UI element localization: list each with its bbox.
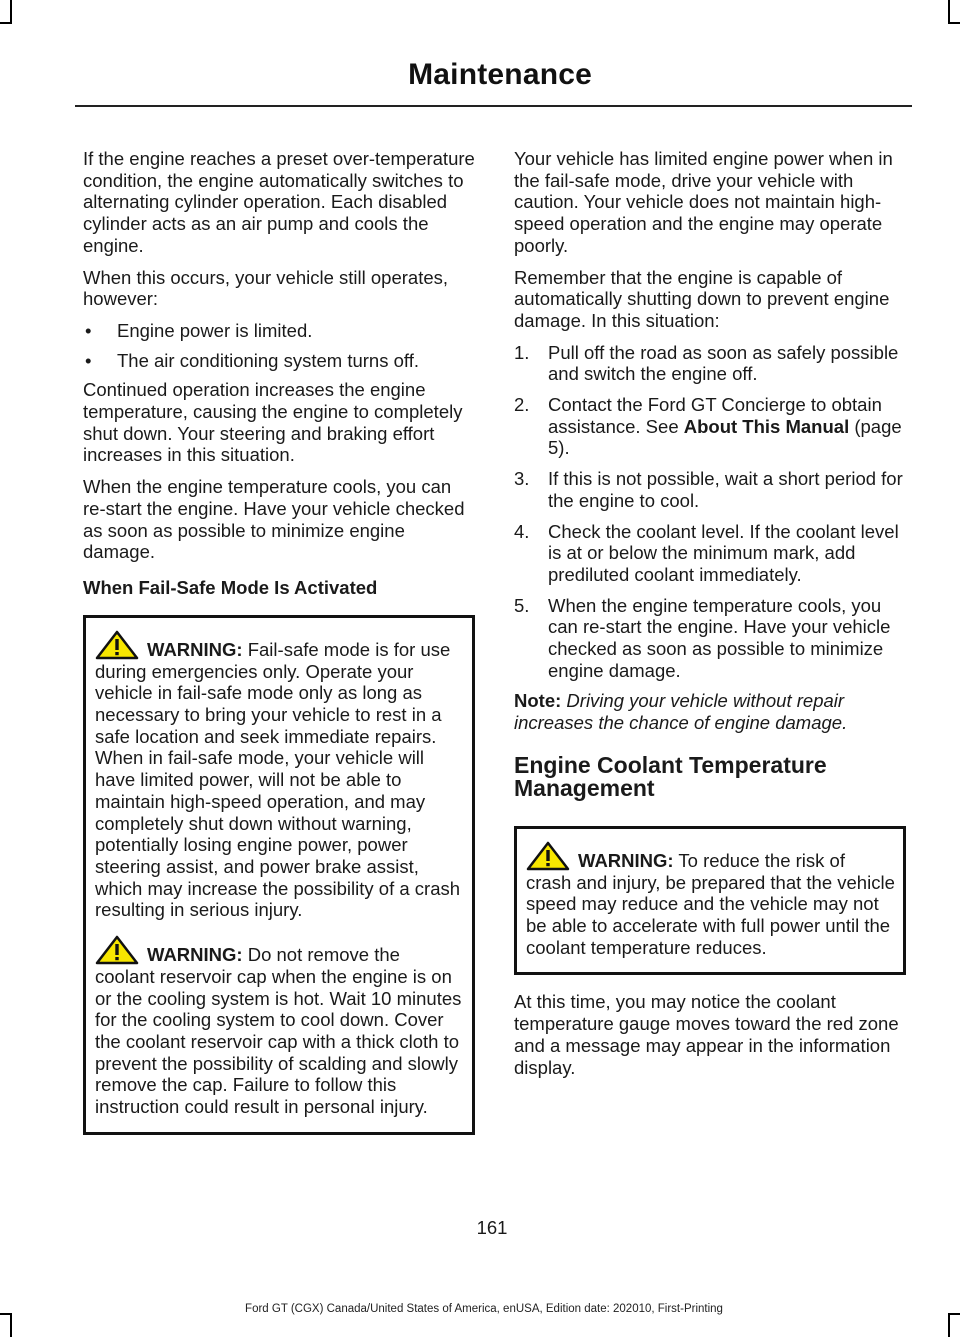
list-item	[514, 342, 906, 385]
list-item	[83, 320, 475, 342]
crop-mark	[948, 0, 950, 24]
warning-label: WARNING:	[578, 849, 674, 871]
section-heading: Engine Coolant Temperature Management	[514, 751, 827, 801]
step-number: 1.	[514, 341, 530, 363]
list-item-text: Engine power is limited.	[117, 319, 313, 341]
warning-item	[95, 630, 464, 921]
paragraph: When this occurs, your vehicle still operates, however:	[83, 266, 449, 310]
step-number: 3.	[514, 468, 530, 490]
list-item	[514, 394, 906, 459]
list-item-text: Pull off the road as soon as safely possible and switch the engine off.	[548, 341, 899, 385]
page-title: Maintenance	[408, 58, 592, 91]
subheading: When Fail-Safe Mode Is Activated	[83, 576, 378, 598]
list-item-text: (page 5).	[548, 415, 902, 459]
bullet-icon: •	[85, 319, 92, 341]
list-item	[83, 350, 475, 372]
warning-box	[83, 615, 475, 1135]
crop-mark	[10, 0, 12, 24]
right-column	[514, 148, 906, 1088]
list-item	[514, 521, 906, 586]
page-number: 161	[476, 1217, 508, 1238]
paragraph: At this time, you may notice the coolant temperature gauge moves toward the red zone and a message may appear in the information display.	[514, 991, 899, 1078]
crop-mark	[948, 22, 960, 24]
note-label: Note:	[514, 690, 562, 712]
list-item	[514, 595, 906, 682]
warning-text: Do not remove the coolant reservoir cap when the engine is on or the cooling system is hot. Wait 10 minutes for the cooling system to cool down. Cover the coolant reservoir cap with a thick cloth to prevent the possibility of scalding and slowly remove the cap. Failure to follow this instruction could result in personal injury.	[95, 944, 462, 1118]
paragraph: Your vehicle has limited engine power when in the fail-safe mode, drive your vehicle with caution. Your vehicle does not maintain high-speed operation and the engine may operate poorly.	[514, 148, 893, 256]
paragraph: Remember that the engine is capable of automatically shutting down to prevent engine damage. In this situation:	[514, 266, 890, 331]
list-item-text: If this is not possible, wait a short period for the engine to cool.	[548, 468, 903, 511]
note-text: Driving your vehicle without repair increases the chance of engine damage.	[514, 690, 848, 734]
step-number: 5.	[514, 594, 530, 616]
crop-mark	[10, 1313, 12, 1337]
warning-triangle-icon	[526, 841, 570, 871]
crop-mark	[0, 22, 12, 24]
warning-triangle-icon	[95, 935, 139, 965]
list-item-text: When the engine temperature cools, you can re-start the engine. Have your vehicle checked as soon as possible to minimize engine damage.	[548, 594, 891, 681]
paragraph: Continued operation increases the engine temperature, causing the engine to completely shut down. Your steering and braking effort increases in this situation.	[83, 379, 463, 466]
list-item-text: Check the coolant level. If the coolant level is at or below the minimum mark, add prediluted coolant immediately.	[548, 520, 899, 585]
warning-text: Fail-safe mode is for use during emergencies only. Operate your vehicle in fail-safe mode only as long as necessary to bring your vehicle to rest in a safe location and seek immediate repairs. When in fail-safe mode, your vehicle will have limited power, will not be able to maintain high-speed operation, and may completely shut down without warning, potentially losing engine power, power steering assist, and power brake assist, which may increase the possibility of a crash resulting in serious injury.	[95, 638, 461, 921]
paragraph: If the engine reaches a preset over-temperature condition, the engine automatically switches to alternating cylinder operation. Each disabled cylinder acts as an air pump and cools the engine.	[83, 148, 475, 256]
header-divider	[75, 105, 912, 107]
crop-mark	[948, 1313, 950, 1337]
warning-item	[526, 841, 895, 959]
list-item-text: The air conditioning system turns off.	[117, 349, 419, 371]
bullet-icon: •	[85, 349, 92, 371]
note	[514, 690, 906, 733]
numbered-list	[514, 342, 906, 682]
warning-item	[95, 935, 464, 1118]
warning-label: WARNING:	[147, 638, 243, 660]
warning-label: WARNING:	[147, 944, 243, 966]
warning-text: To reduce the risk of crash and injury, be prepared that the vehicle speed may reduce and the vehicle may not be able to accelerate with full power until the coolant temperature reduces.	[526, 849, 895, 958]
cross-reference-link[interactable]: About This Manual	[683, 415, 850, 437]
bullet-list	[83, 320, 475, 371]
list-item-text: Contact the Ford GT Concierge to obtain assistance. See	[548, 394, 882, 437]
warning-triangle-icon	[95, 630, 139, 660]
warning-box	[514, 826, 906, 976]
step-number: 2.	[514, 394, 530, 416]
step-number: 4.	[514, 520, 530, 542]
list-item	[514, 468, 906, 511]
paragraph: When the engine temperature cools, you can re-start the engine. Have your vehicle checked as soon as possible to minimize engine damage.	[83, 476, 465, 563]
footer-text: Ford GT (CGX) Canada/United States of America, enUSA, Edition date: 202010, First-Printing	[245, 1303, 723, 1315]
left-column	[83, 148, 475, 1135]
